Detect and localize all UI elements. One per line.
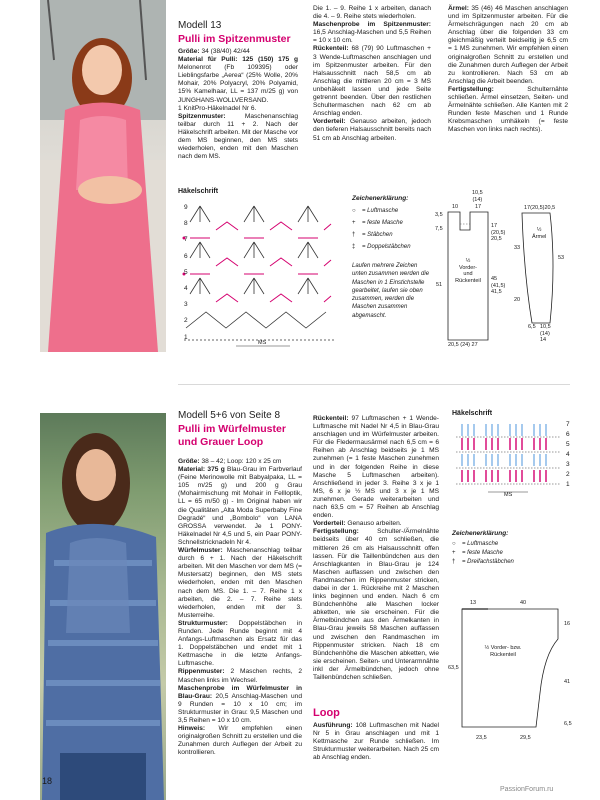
legend-label: = Stäbchen (362, 232, 393, 238)
schema3-left: 63,5 (448, 665, 459, 671)
stitch-symbol-icon: + (452, 550, 456, 556)
schema1-right (491, 223, 505, 243)
model-5-6-text-heading: Fertigstellung: (313, 528, 378, 536)
model-13-text-body: 35 (46) 46 Maschen anschlagen und im Spitzenmuster arbeiten. Für die Ärmelschrägungen nach 20 cm ab Anschlag über die folgenden 33 cm gleichmäßig verteilt beidseitig je 6,5 cm = 1 MS zunehmen. Wir empfehlen einen originalgroßen Schnitt zu erstellen und die Zunahmen durch Auflegen der Arbeit zu kontrollieren. Nach 53 cm ab Anschlag die Arbeit beenden. (448, 5, 568, 85)
model-5-6-crochet-chart (448, 420, 578, 510)
model-5-6-row-numbers (566, 420, 576, 490)
model-5-6-col2 (313, 415, 439, 682)
schema2-c: 20 (514, 297, 521, 303)
cube-stitch-chart-drawing (448, 420, 578, 510)
model-13-col3 (448, 5, 568, 135)
model-13-text-body: 68 (79) 90 Luftmaschen + 3 Wende-Luftmaschen anschlagen und im Spitzenmuster arbeiten. Für den Halsausschnitt nach 58,5 cm ab Anschlag die mittleren 20 cm = 3 MS unbehäkelt lassen und jede Seite getrennt beenden. Über den restlichen Schultermaschen nach 62 cm ab Anschlag enden. (313, 45, 432, 118)
schema3-right2: 41 (564, 679, 571, 685)
model-13-col1 (178, 48, 298, 161)
model-13-body-schematic (432, 190, 512, 350)
model-13-photo (40, 0, 166, 352)
model-5-6-text-heading: Rückenteil: (313, 415, 352, 422)
legend-item (352, 205, 432, 217)
schema3-top-a: 13 (470, 600, 477, 606)
schema1-right-b: (20,5) (491, 229, 506, 236)
model-13-title: Pulli im Spitzenmuster (178, 33, 291, 45)
stitch-symbol-icon: † (352, 232, 356, 238)
watermark: PassionForum.ru (500, 786, 554, 793)
model-13-crochet-chart (176, 200, 344, 350)
stitch-symbol-icon: ‡ (352, 244, 356, 250)
schema2-bottom-b: 10,5 (540, 324, 551, 330)
model-13-text-body: 1 KnitPro-Häkelnadel Nr 6. (178, 104, 257, 112)
batwing-pattern-outline (448, 595, 580, 750)
schema1-left: 51 (436, 282, 443, 288)
chart-row-number: 2 (566, 471, 570, 478)
legend-label: = feste Masche (362, 220, 403, 226)
model-13-text-paragraph (313, 118, 431, 142)
schema1-top (472, 190, 483, 203)
model-13-text-paragraph (313, 45, 431, 118)
model-5-6-legend (452, 540, 562, 567)
chart-row-number: 7 (184, 236, 188, 244)
model-13-sleeve-schematic (510, 205, 580, 350)
model-5-6-text-paragraph (313, 528, 439, 682)
model-5-6-text-heading: Vorderteil: (313, 520, 348, 528)
model-5-6-text-body: 97 Luftmaschen + 1 Wende-Luftmasche mit Nadel Nr 4,5 in Blau-Grau anschlagen und im Würfelmuster arbeiten. Für die Fledermausärmel nach 6,5 cm = 6 Reihen ab Anschlag beidseits je 1 MS zunehmen (= 1 feste Maschen zunehmen und in der folgenden Reihe in diese Masche 5 Luftmaschen arbeiten). Anschließend in jeder 3. Reihe 3 x je 1 MS, 6 x je ½ MS und 3 x je 1 MS zunehmen. Gerade weiterarbeiten und nach 63,5 cm = 57 Reihen ab Anschlag enden. (313, 415, 440, 520)
model-5-6-photo (40, 413, 166, 800)
schema1-center: ½ Vorder- und Rückenteil (455, 258, 481, 284)
schema1-neck-front: 7,5 (435, 226, 443, 232)
model-5-6-text-heading: Hinweis: (178, 725, 219, 733)
schema2-bottom-d: 14 (540, 337, 547, 343)
model-13-number: Modell 13 (178, 20, 222, 31)
model-5-6-text-heading: Strukturmuster: (178, 619, 239, 627)
schema1-side-a: 45 (491, 276, 498, 282)
lace-stitch-chart-drawing (176, 200, 344, 350)
model-5-6-legend-title: Zeichenerklärung: (452, 530, 509, 537)
model-13-text-heading: Spitzenmuster: (178, 112, 245, 120)
model-5-6-text-heading: Würfelmuster: (178, 547, 227, 555)
model-5-6-text-paragraph (178, 547, 302, 620)
model-5-6-text-body: 20,5 Anschlag-Maschen und 9 Runden = 10 x 10 cm; im Strukturmuster in Grau: 9,5 Maschen und 3,5 Reihen = 10 x 10 cm. (178, 692, 302, 724)
chart-row-number: 4 (566, 451, 570, 458)
chart-row-number: 7 (566, 421, 570, 428)
model-13-text-paragraph (313, 5, 431, 21)
schema1-bottom: 20,5 (24) 27 (448, 342, 478, 348)
loop-title: Loop (313, 707, 340, 719)
chart-row-number: 9 (184, 204, 188, 211)
chart-row-number: 3 (566, 461, 570, 468)
model-5-6-text-body: Doppelstäbchen in Runden. Jede Runde beginnt mit 4 Anfangs-Luftmaschen als Ersatz für das 1. Doppelstäbchen und endet mit 1 Kettmasche in die letzte Anfangs-Luftmasche. (178, 619, 302, 668)
model-5-6-text-paragraph (178, 725, 302, 757)
model-13-text-heading: Vorderteil: (313, 118, 351, 126)
schema1-right-c: 20,5 (491, 236, 502, 242)
woman-in-blue-sweater-illustration (40, 413, 166, 800)
model-13-text-heading: Ärmel: (448, 5, 472, 12)
legend-label: = Luftmasche (362, 208, 399, 214)
schema1-top3: 17 (475, 204, 482, 210)
model-5-6-text-body: 38 – 42; Loop: 120 x 25 cm (201, 458, 282, 465)
schema3-right: 16 (564, 621, 571, 627)
model-13-text-body: Schulternähte schließen. Ärmel einsetzen, Seiten- und Ärmelnähte schließen. Alle Kanten mit 2 Runden feste Maschen und 1 Runde Krebsmaschen umhäkeln (= feste Maschen von links nach rechts). (448, 85, 568, 134)
model-5-6-text-paragraph (178, 620, 302, 669)
schema1-side-b: (41,5) (491, 282, 506, 289)
legend-item (452, 540, 562, 549)
schema2-b: 53 (558, 255, 565, 261)
chart-row-number: 5 (566, 441, 570, 448)
model-5-6-body-schematic (448, 595, 580, 750)
schema3-right3: 6,5 (564, 721, 572, 727)
model-13-text-heading: Größe: (178, 48, 202, 55)
model-13-text-body: 34 (38/40) 42/44 (201, 48, 250, 55)
model-5-6-text-heading: Material: 375 g (178, 466, 228, 474)
model-5-6-title: Pulli im Würfelmuster und Grauer Loop (178, 423, 286, 448)
woman-in-pink-sweater-illustration (40, 0, 166, 352)
schema2-bottom-c: (14) (540, 330, 550, 337)
model-5-6-text-paragraph (178, 458, 302, 466)
model-5-6-text-body: Wir empfehlen einen originalgroßen Schnitt zu erstellen und die Zunahmen durch Auflegen der Arbeit zu kontrollieren. (178, 725, 302, 757)
model-13-text-heading: Material für Pulli: 125 (150) 175 g (178, 56, 298, 64)
model-5-6-col1 (178, 458, 302, 757)
loop-text (313, 722, 439, 762)
schema2-label: ½ Ärmel (532, 227, 547, 240)
model-13-ms-label: MS (258, 340, 267, 346)
model-13-legend-note: Laufen mehrere Zeichen unten zusammen werden die Maschen in 1 Einstichstelle gearbeitet, laufen sie oben zusammen, werden die Maschen zusammen abgemascht. (352, 263, 430, 319)
model-5-6-text-paragraph (313, 415, 439, 520)
chart-row-number: 6 (566, 431, 570, 438)
schema1-side (491, 276, 505, 296)
model-5-6-number: Modell 5+6 von Seite 8 (178, 410, 281, 421)
model-13-legend (352, 205, 432, 253)
model-13-text-body: Genauso arbeiten, jedoch den tieferen Halsausschnitt bereits nach 51 cm ab Anschlag arbeiten. (313, 118, 431, 142)
loop-text-body: 108 Luftmaschen mit Nadel Nr 5 in Grau anschlagen und mit 1 Kettmasche zur Runde schließen. Im Strukturmuster weiterarbeiten. Nach 25 cm ab Anschlag enden. (313, 722, 439, 762)
model-5-6-text-heading: Rippenmuster: (178, 668, 231, 676)
chart-row-number: 2 (184, 317, 188, 325)
model-5-6-text-paragraph (178, 685, 302, 725)
model-5-6-text-body: 2 Maschen rechts, 2 Maschen links im Wechsel. (178, 668, 303, 684)
model-13-text-paragraph (448, 5, 568, 86)
schema2-bottom (540, 324, 551, 344)
legend-label: = Luftmasche (462, 541, 499, 547)
legend-label: = feste Masche (462, 550, 503, 556)
chart-row-number: 3 (184, 301, 188, 309)
model-5-6-text-heading: Größe: (178, 458, 202, 465)
model-5-6-text-body: Schulter-/Ärmelnähte beidseits über 40 cm schließen, die mittleren 26 cm als Halsausschnitt offen lassen. Für die Taillenbündchen aus den Anschlagkanten in Blau-Grau je 124 Maschen auffassen und zwischen den Randmaschen im Rippenmuster stricken, dabei in der 1. Rückreihe mit 2 Maschen links beginnen und enden. Nach 6 cm Bündchenhöhe alle Maschen locker abketten, wie sie erscheinen. Für die Ärmelbündchen aus den Ärmelkanten in Blau-Grau jeweils 58 Maschen auffassen und zwischen den Randmaschen im Rippenmuster stricken. Nach 18 cm Bündchenhöhe die Maschen abketten, wie sie erscheinen. Seiten- und Unterarmnähte inkl der Ärmelbündchen, jedoch ohne Taillenbündchen schließen. (313, 528, 439, 681)
chart-row-number: 4 (184, 285, 188, 293)
model-13-text-body: 16,5 Anschlag-Maschen und 5,5 Reihen = 10 x 10 cm. (313, 29, 431, 45)
model-5-6-text-paragraph (178, 668, 302, 684)
schema2-a: 33 (514, 245, 521, 251)
model-13-row-numbers (184, 200, 194, 346)
chart-row-number: 1 (566, 481, 570, 488)
legend-item (452, 558, 562, 567)
stitch-symbol-icon: ○ (452, 541, 456, 547)
stitch-symbol-icon: + (352, 220, 356, 226)
schema1-neck-depth: 3,5 (435, 212, 443, 218)
legend-item (452, 549, 562, 558)
legend-label: = Dreifachstäbchen (462, 559, 514, 565)
schema1-shoulder: 10 (452, 204, 459, 210)
model-5-6-text-body: Blau-Grau im Farbverlauf (Feine Merinowolle mit Babyalpaka, LL = 105 m/25 g) und 200 g Grau (Mohairmischung mit Mohair in Fellloptik, LL = 65 m/50 g) - Im Original haben wir die Qualitäten „Alta Moda Superbaby Fine Degradé“ und „Bombolo“ von LANA GROSSA verwendet. Je 1 PONY-Häkelnadel Nr 4,5 und 5, ein Paar PONY-Schnellstricknadeln Nr 4. (178, 466, 303, 546)
model-13-legend-title: Zeichenerklärung: (352, 195, 409, 202)
schema3-bottom-b: 29,5 (520, 735, 531, 741)
model-5-6-text-paragraph (178, 466, 302, 547)
schema2-top: 17(20,5)20,5 (524, 205, 556, 211)
schema2-bottom-a: 6,5 (528, 324, 536, 330)
model-13-text-paragraph (178, 113, 298, 162)
model-13-text-heading: Maschenprobe im Spitzenmuster: (313, 21, 431, 29)
schema1-top-a: 10,5 (472, 190, 483, 196)
legend-label: = Doppelstäbchen (362, 244, 411, 250)
legend-item (352, 241, 432, 253)
model-5-6-text-heading: Maschenprobe im Würfelmuster in Blau-Grau: (178, 684, 302, 700)
model-13-text-paragraph (448, 86, 568, 135)
loop-text-heading: Ausführung: (313, 722, 356, 729)
model-5-6-text-body: Maschenanschlag teilbar durch 6 + 1. Nach der Häkelschrift arbeiten. Mit den Maschen vor dem MS (= Mustersatz) beginnen, den MS stets wiederholen, enden mit den Maschen nach dem MS. Die 1. – 7. Reihe 1 x arbeiten, die 2. – 7. Reihe stets wiederholen, enden mit der 3. Musterreihe. (178, 547, 302, 619)
chart-row-number: 5 (184, 268, 188, 276)
section-divider (178, 384, 570, 385)
schema3-top-b: 40 (520, 600, 527, 606)
model-13-text-paragraph (178, 56, 298, 105)
page-number: 18 (42, 776, 53, 786)
model-13-text-heading: Fertigstellung: (448, 85, 528, 93)
stitch-symbol-icon: ○ (352, 208, 356, 214)
model-13-text-paragraph (313, 21, 431, 45)
model-5-6-ms-label: MS (504, 492, 513, 498)
model-13-text-paragraph (178, 105, 298, 113)
stitch-symbol-icon: † (452, 559, 456, 565)
loop-text-paragraph (313, 722, 439, 762)
model-13-col2 (313, 5, 431, 143)
chart-row-number: 1 (184, 333, 188, 341)
model-5-6-chart-title: Häkelschrift (452, 410, 493, 417)
schema1-right-a: 17 (491, 223, 498, 229)
model-13-text-body: Melonenrot (Fb 109395) oder Lieblingsfarbe „Aerea“ (25% Wolle, 20% Mohair, 20% Polyacryl, 20% Polyamid, 15% Kamelhaar, LL = 137 m/25 g) von JUNGHANS-WOLLVERSAND. (178, 64, 298, 104)
chart-row-number: 8 (184, 220, 188, 228)
model-13-chart-title: Häkelschrift (178, 188, 219, 195)
model-5-6-text-body: Genauso arbeiten. (347, 520, 402, 528)
schema3-label: ½ Vorder- bzw. Rückenteil (484, 645, 522, 658)
model-13-text-body: Die 1. – 9. Reihe 1 x arbeiten, danach die 4. – 9. Reihe stets wiederholen. (313, 5, 431, 21)
model-13-text-paragraph (178, 48, 298, 56)
model-13-text-heading: Rückenteil: (313, 45, 352, 53)
legend-item (352, 217, 432, 229)
schema1-side-c: 41,5 (491, 289, 502, 295)
schema1-top-b: (14) (472, 196, 483, 203)
model-13-text-body: Maschenanschlag teilbar durch 11 + 2. Nach der Häkelschrift arbeiten. Mit der Masche vor dem MS beginnen, den MS stets wiederholen, enden mit den Maschen nach dem MS. (178, 112, 298, 161)
legend-item (352, 229, 432, 241)
chart-row-number: 6 (184, 252, 188, 260)
schema3-bottom-a: 23,5 (476, 735, 487, 741)
